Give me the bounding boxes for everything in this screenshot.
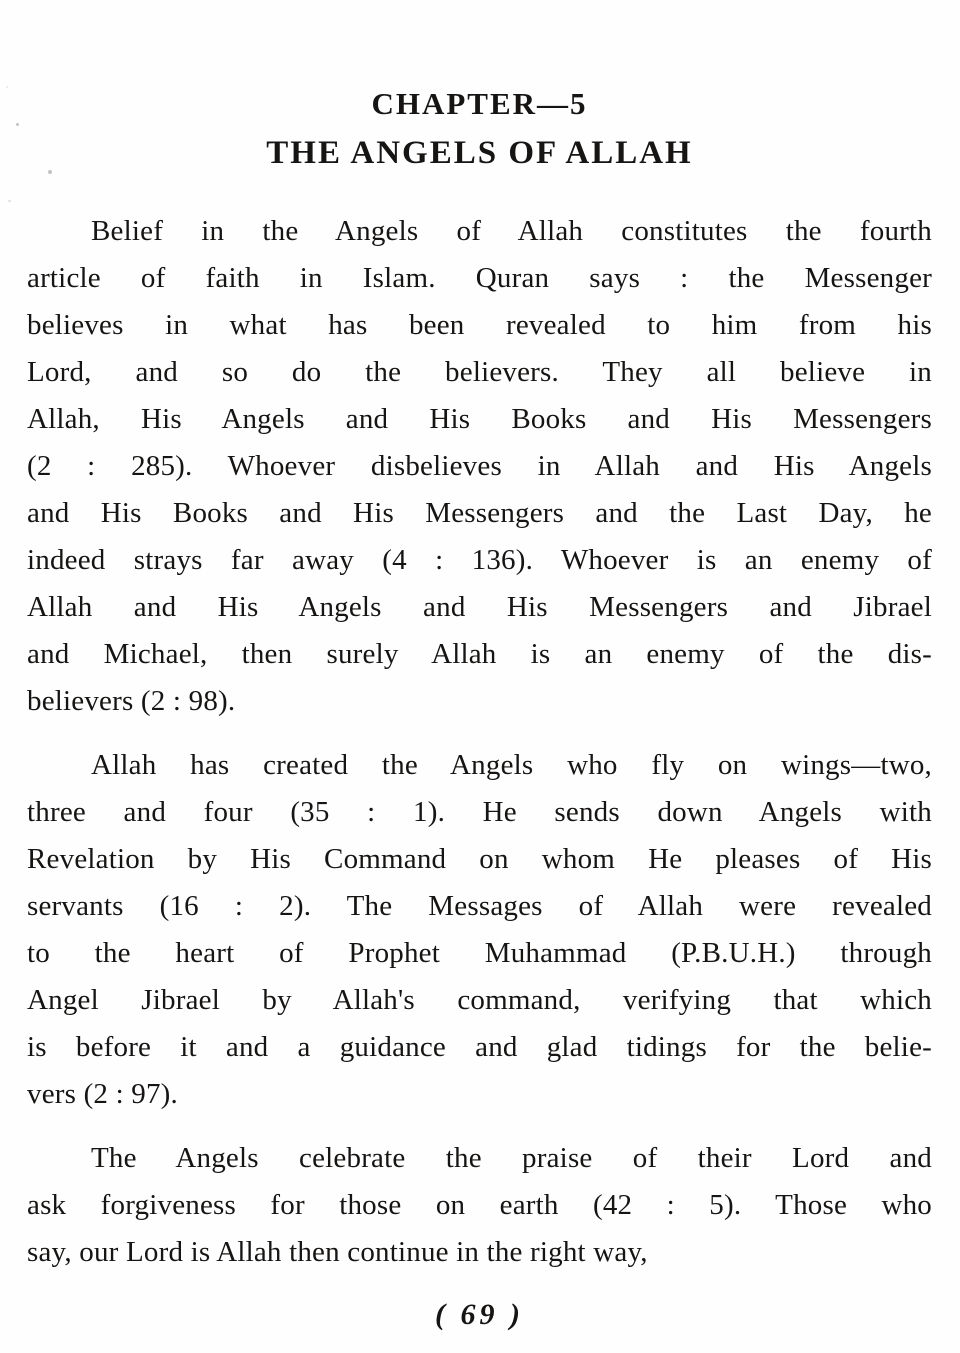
scan-speck [16, 123, 19, 126]
text-line: Belief in the Angels of Allah constitutes the fourth [91, 215, 932, 247]
text-line: Angel Jibrael by Allah's command, verifying that which [27, 984, 932, 1016]
text-line: believes in what has been revealed to him from his [27, 309, 932, 341]
text-line: Lord, and so do the believers. They all believe in [27, 356, 932, 388]
page-title: THE ANGELS OF ALLAH [266, 135, 693, 171]
chapter-heading: CHAPTER—5 [371, 86, 588, 121]
text-line: vers (2 : 97). [27, 1078, 178, 1110]
text-line: The Angels celebrate the praise of their Lord and [91, 1142, 932, 1174]
heading-block [27, 84, 932, 176]
text-line: is before it and a guidance and glad tidings for the belie- [27, 1031, 932, 1063]
text-line: Allah, His Angels and His Books and His Messengers [27, 403, 932, 435]
text-line: and Michael, then surely Allah is an enemy of the dis- [27, 638, 932, 670]
paragraph-3 [27, 1135, 932, 1276]
paragraph-2 [27, 742, 932, 1118]
text-line: servants (16 : 2). The Messages of Allah were revealed [27, 890, 932, 922]
paragraph-1 [27, 208, 932, 725]
text-line: Allah has created the Angels who fly on wings—two, [91, 749, 932, 781]
text-line: (2 : 285). Whoever disbelieves in Allah and His Angels [27, 450, 932, 482]
text-line: to the heart of Prophet Muhammad (P.B.U.H.) through [27, 937, 932, 969]
text-line: indeed strays far away (4 : 136). Whoever is an enemy of [27, 544, 932, 576]
text-line: ask forgiveness for those on earth (42 : 5). Those who [27, 1189, 932, 1221]
text-line: Allah and His Angels and His Messengers and Jibrael [27, 591, 932, 623]
text-line: believers (2 : 98). [27, 685, 236, 717]
page-number: ( 69 ) [435, 1298, 524, 1331]
text-line: Revelation by His Command on whom He pleases of His [27, 843, 932, 875]
text-line: and His Books and His Messengers and the Last Day, he [27, 497, 932, 529]
text-line: three and four (35 : 1). He sends down Angels with [27, 796, 932, 828]
scan-speck [8, 200, 11, 202]
scan-speck [48, 170, 52, 174]
scan-speck [6, 86, 8, 88]
text-line: article of faith in Islam. Quran says : the Messenger [27, 262, 932, 294]
text-line: say, our Lord is Allah then continue in the right way, [27, 1236, 648, 1268]
body-text [27, 208, 932, 1276]
